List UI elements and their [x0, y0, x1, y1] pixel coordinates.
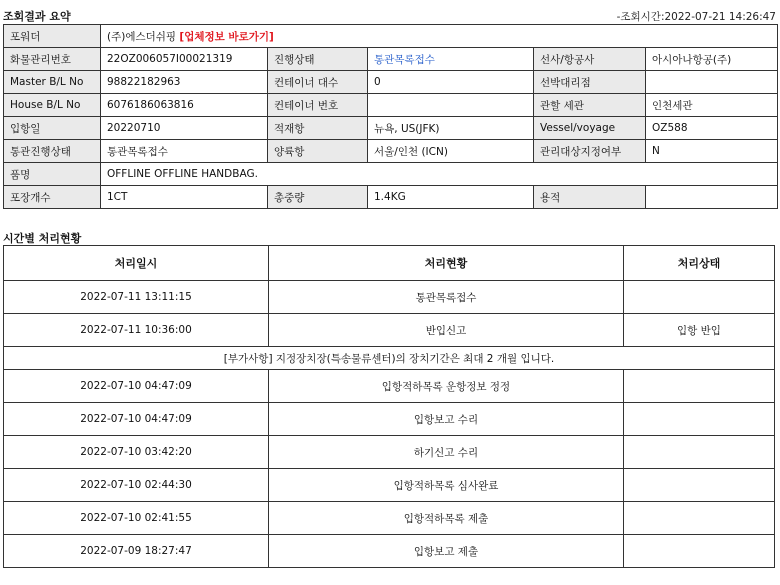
master-bl-label: Master B/L No: [4, 71, 101, 94]
header-state: 처리상태: [624, 246, 775, 281]
agent-value: [646, 71, 778, 94]
history-state: [624, 502, 775, 535]
history-row: [4, 469, 775, 502]
volume-value: [646, 186, 778, 209]
history-time: 2022-07-10 02:44:30: [4, 469, 269, 502]
history-row: [4, 403, 775, 436]
summary-row: [4, 94, 778, 117]
history-row: [4, 314, 775, 347]
summary-row: [4, 186, 778, 209]
summary-row-forwarder: [4, 25, 778, 48]
vessel-label: Vessel/voyage: [534, 117, 646, 140]
weight-label: 총중량: [268, 186, 368, 209]
history-state: [624, 281, 775, 314]
company-info-link[interactable]: [업체정보 바로가기]: [179, 30, 274, 43]
house-bl-value: 6076186063816: [101, 94, 268, 117]
summary-row: [4, 117, 778, 140]
history-state: [624, 535, 775, 568]
loading-port-value: 뉴욕, US(JFK): [368, 117, 534, 140]
history-time: 2022-07-11 13:11:15: [4, 281, 269, 314]
clearance-status-label: 통관진행상태: [4, 140, 101, 163]
history-table: [3, 245, 775, 568]
carrier-value: 아시아나항공(주): [646, 48, 778, 71]
history-row: [4, 436, 775, 469]
managed-label: 관리대상지정여부: [534, 140, 646, 163]
loading-port-label: 적재항: [268, 117, 368, 140]
customs-value: 인천세관: [646, 94, 778, 117]
history-event: 입항적하목록 심사완료: [269, 469, 624, 502]
house-bl-label: House B/L No: [4, 94, 101, 117]
history-time: 2022-07-09 18:27:47: [4, 535, 269, 568]
package-label: 포장개수: [4, 186, 101, 209]
cargo-no-value: 22OZ006057I00021319: [101, 48, 268, 71]
history-header-row: [4, 246, 775, 281]
managed-value: N: [646, 140, 778, 163]
history-time: 2022-07-10 04:47:09: [4, 370, 269, 403]
history-time: 2022-07-10 04:47:09: [4, 403, 269, 436]
status-link[interactable]: 통관목록접수: [374, 53, 435, 66]
vessel-value: OZ588: [646, 117, 778, 140]
history-event: 입항적하목록 제출: [269, 502, 624, 535]
summary-row: [4, 163, 778, 186]
container-no-label: 컨테이너 번호: [268, 94, 368, 117]
unloading-port-label: 양륙항: [268, 140, 368, 163]
container-count-label: 컨테이너 대수: [268, 71, 368, 94]
history-state: 입항 반입: [624, 314, 775, 347]
status-label: 진행상태: [268, 48, 368, 71]
history-row: [4, 370, 775, 403]
container-count-value: 0: [368, 71, 534, 94]
history-row: [4, 502, 775, 535]
history-title: 시간별 처리현황: [3, 232, 82, 245]
forwarder-label: 포워더: [4, 25, 101, 48]
history-row: [4, 535, 775, 568]
storage-notice: [부가사항] 지정장치장(특송물류센터)의 장치기간은 최대 2 개월 입니다.: [4, 347, 775, 370]
arrival-date-label: 입항일: [4, 117, 101, 140]
forwarder-name: (주)에스더쉬핑: [107, 30, 177, 43]
summary-row: [4, 140, 778, 163]
history-notice-row: [4, 347, 775, 370]
summary-row: [4, 48, 778, 71]
history-time: 2022-07-10 02:41:55: [4, 502, 269, 535]
history-time: 2022-07-10 03:42:20: [4, 436, 269, 469]
weight-value: 1.4KG: [368, 186, 534, 209]
master-bl-value: 98822182963: [101, 71, 268, 94]
volume-label: 용적: [534, 186, 646, 209]
history-event: 반입신고: [269, 314, 624, 347]
history-state: [624, 370, 775, 403]
item-value: OFFLINE OFFLINE HANDBAG.: [101, 163, 778, 186]
unloading-port-value: 서울/인천 (ICN): [368, 140, 534, 163]
history-event: 입항적하목록 운항정보 정정: [269, 370, 624, 403]
query-time: -조회시간:2022-07-21 14:26:47: [616, 11, 776, 23]
summary-table: [3, 24, 778, 209]
container-no-value: [368, 94, 534, 117]
history-state: [624, 436, 775, 469]
history-state: [624, 403, 775, 436]
history-event: 입항보고 수리: [269, 403, 624, 436]
header-time: 처리일시: [4, 246, 269, 281]
header-event: 처리현황: [269, 246, 624, 281]
package-value: 1CT: [101, 186, 268, 209]
arrival-date-value: 20220710: [101, 117, 268, 140]
clearance-status-value: 통관목록접수: [101, 140, 268, 163]
cargo-no-label: 화물관리번호: [4, 48, 101, 71]
agent-label: 선박대리점: [534, 71, 646, 94]
summary-title: 조회결과 요약: [3, 10, 71, 23]
history-event: 입항보고 제출: [269, 535, 624, 568]
history-event: 통관목록접수: [269, 281, 624, 314]
summary-row: [4, 71, 778, 94]
forwarder-value: [101, 25, 778, 48]
history-time: 2022-07-11 10:36:00: [4, 314, 269, 347]
history-event: 하기신고 수리: [269, 436, 624, 469]
carrier-label: 선사/항공사: [534, 48, 646, 71]
history-state: [624, 469, 775, 502]
status-value: [368, 48, 534, 71]
history-row: [4, 281, 775, 314]
customs-label: 관할 세관: [534, 94, 646, 117]
item-label: 품명: [4, 163, 101, 186]
